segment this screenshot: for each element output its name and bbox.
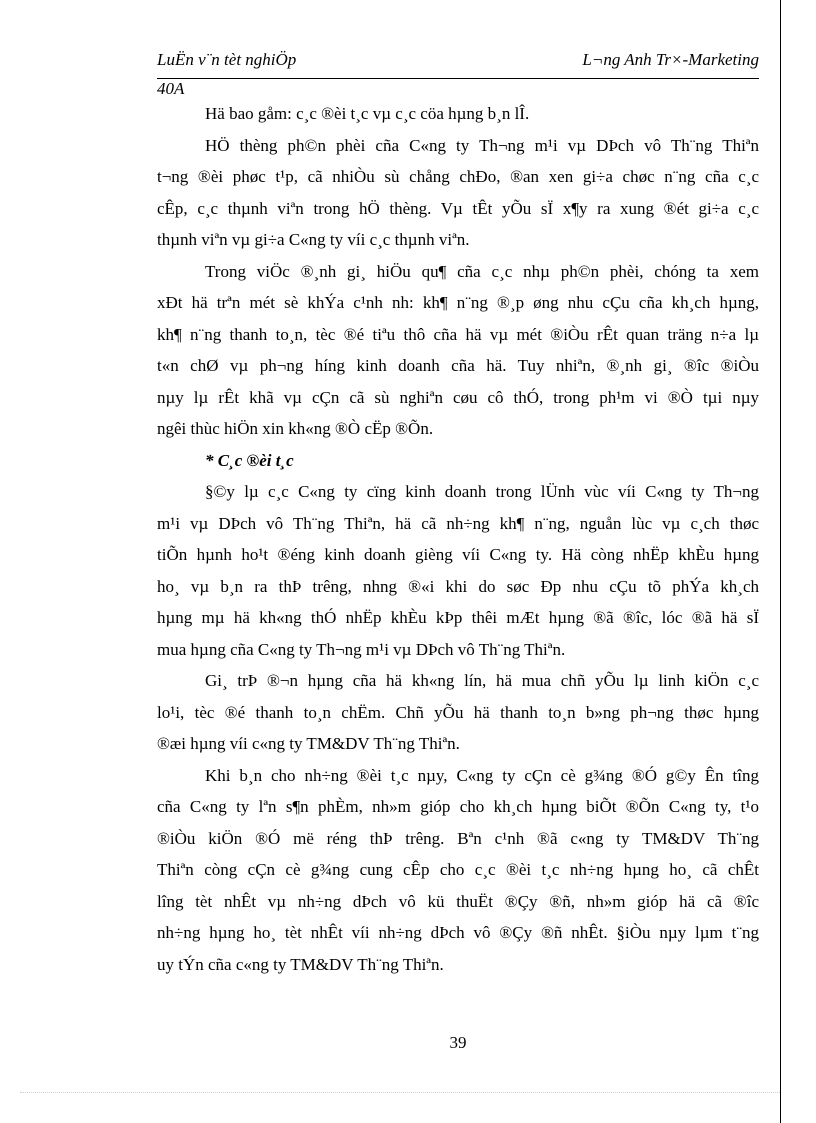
body-text — [157, 98, 759, 980]
paragraph-line: ho¸ vµ b¸n ra thÞ trêng, nhng ®«i khi do søc Ðp nhu cÇu tõ phÝa kh¸ch — [157, 576, 759, 596]
paragraph-line: uy tÝn cña c«ng ty TM&DV Th¨ng Thiªn. — [157, 954, 444, 974]
paragraph-line: mua hµng cña C«ng ty Th¬ng m¹i vµ DÞch vô Th¨ng Thiªn. — [157, 639, 566, 659]
paragraph-line: §©y lµ c¸c C«ng ty cïng kinh doanh trong lÜnh vùc víi C«ng ty Th¬ng — [205, 482, 759, 501]
paragraph-line: Gi¸ trÞ ®¬n hµng cña hä kh«ng lín, hä mua chñ yÕu lµ linh kiÖn c¸c — [205, 671, 759, 690]
paragraph-line: cña C«ng ty lªn s¶n phÈm, nh»m gióp cho kh¸ch hµng biÕt ®Õn C«ng ty, t¹o — [157, 797, 759, 816]
paragraph-line: t«n chØ vµ ph¬ng híng kinh doanh cña hä. Tuy nhiªn, ®¸nh gi¸ ®îc ®iÒu — [157, 356, 759, 375]
paragraph-line: nµy lµ rÊt khã vµ cÇn cã sù nghiªn cøu cô thÓ, trong ph¹m vi ®Ò tµi nµy — [157, 387, 759, 407]
paragraph-line: HÖ thèng ph©n phèi cña C«ng ty Th¬ng m¹i vµ DÞch vô Th¨ng Thiªn — [205, 135, 759, 155]
paragraph-line: Trong viÖc ®¸nh gi¸ hiÖu qu¶ cña c¸c nhµ ph©n phèi, chóng ta xem — [205, 261, 759, 281]
paragraph-line: Thiªn còng cÇn cè g¾ng cung cÊp cho c¸c ®èi t¸c nh÷ng hµng ho¸ cã chÊt — [157, 860, 759, 879]
paragraph-line: nh÷ng hµng ho¸ tèt nhÊt víi nh÷ng dÞch vô ®Çy ®ñ nhÊt. §iÒu nµy lµm t¨ng — [157, 923, 759, 942]
page-border-right — [780, 0, 781, 1123]
page-bottom-guide — [20, 1092, 780, 1093]
header-rule — [157, 78, 759, 79]
section-heading: * C¸c ®èi t¸c — [205, 450, 294, 470]
header-author: L¬ng Anh Tr×-Marketing — [582, 50, 759, 69]
paragraph-line: hµng mµ hä kh«ng thÓ nhËp khÈu kÞp thêi mÆt hµng ®ã ®îc, lóc ®ã hä sÏ — [157, 608, 759, 627]
paragraph-line: tiÕn hµnh ho¹t ®éng kinh doanh gièng víi C«ng ty. Hä còng nhËp khÈu hµng — [157, 545, 759, 564]
header-title: LuËn v¨n tèt nghiÖp — [157, 50, 297, 69]
paragraph-line: m¹i vµ DÞch vô Th¨ng Thiªn, hä cã nh÷ng kh¶ n¨ng, nguån lùc vµ c¸ch thøc — [157, 513, 759, 533]
paragraph-line: lo¹i, tèc ®é thanh to¸n chËm. Chñ yÕu hä thanh to¸n b»ng ph¬ng thøc hµng — [157, 702, 759, 722]
paragraph-line: ®æi hµng víi c«ng ty TM&DV Th¨ng Thiªn. — [157, 734, 460, 753]
paragraph-line: ®iÒu kiÖn ®Ó më réng thÞ trêng. Bªn c¹nh ®ã c«ng ty TM&DV Th¨ng — [157, 828, 759, 848]
paragraph-line: cÊp, c¸c thµnh viªn trong hÖ thèng. Vµ tÊt yÕu sÏ x¶y ra xung ®ét gi÷a c¸c — [157, 198, 759, 218]
paragraph-line: xÐt hä trªn mét sè khÝa c¹nh nh: kh¶ n¨ng ®¸p øng nhu cÇu cña kh¸ch hµng, — [157, 293, 759, 312]
paragraph-line: Hä bao gåm: c¸c ®èi t¸c vµ c¸c cöa hµng b¸n lÎ. — [205, 104, 530, 123]
header-class-code: 40A — [157, 79, 185, 98]
paragraph-line: thµnh viªn vµ gi÷a C«ng ty víi c¸c thµnh viªn. — [157, 230, 470, 249]
paragraph-line: lîng tèt nhÊt vµ nh÷ng dÞch vô kü thuËt ®Çy ®ñ, nh»m gióp hä cã ®îc — [157, 891, 759, 911]
paragraph-line: kh¶ n¨ng thanh to¸n, tèc ®é tiªu thô cña hä vµ mét ®iÒu rÊt quan träng n÷a lµ — [157, 324, 759, 344]
page-number: 39 — [449, 1033, 467, 1052]
paragraph-line: ngêi thùc hiÖn xin kh«ng ®Ò cËp ®Õn. — [157, 419, 434, 438]
paragraph-line: Khi b¸n cho nh÷ng ®èi t¸c nµy, C«ng ty cÇn cè g¾ng ®Ó g©y Ên tîng — [205, 765, 759, 785]
paragraph-line: t¬ng ®èi phøc t¹p, cã nhiÒu sù chång chÐo, ®an xen gi÷a chøc n¨ng cña c¸c — [157, 167, 759, 186]
